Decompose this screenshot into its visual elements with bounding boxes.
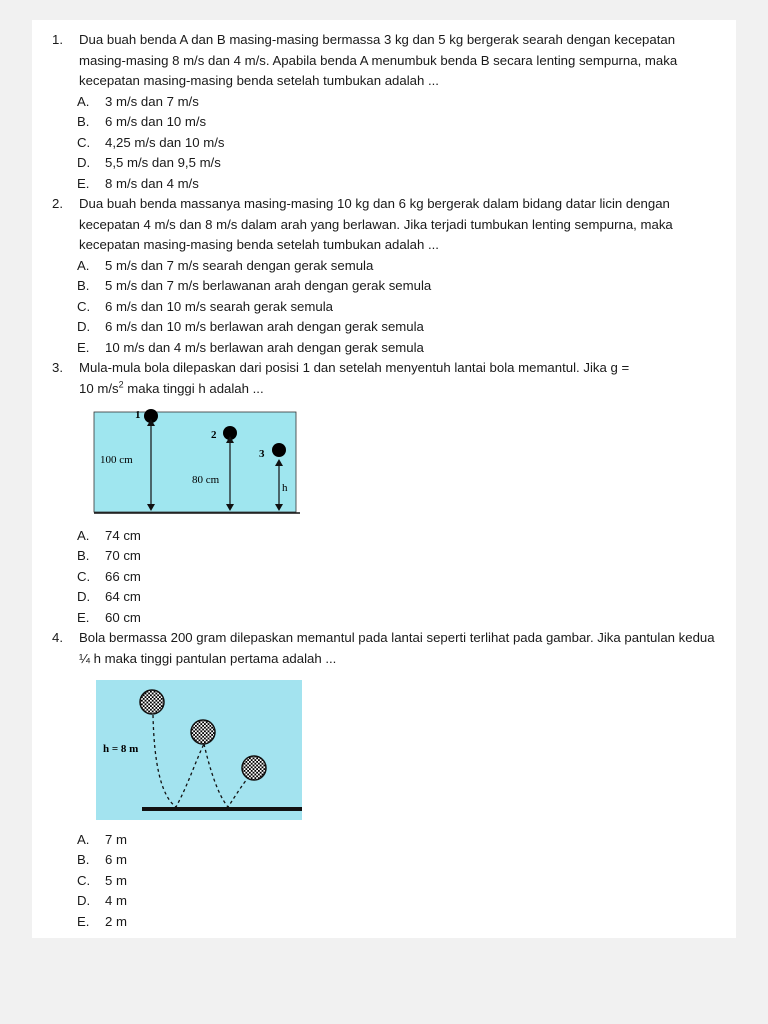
height-label: h	[282, 482, 288, 494]
height-label: 100 cm	[100, 454, 133, 466]
position-label: 1	[135, 409, 141, 421]
option-letter: C.	[77, 298, 91, 314]
question-text: Dua buah benda A dan B masing-masing bermassa 3 kg dan 5 kg bergerak searah dengan kecepatan masing-masing 8 m/s dan 4 m/s. Apabila benda A menumbuk benda B secara lenting sempurna, maka kecepatan masing-masing benda setelah tumbukan adalah ...	[79, 32, 678, 88]
option-text: 3 m/s dan 7 m/s	[105, 94, 199, 109]
option-text: 6 m/s dan 10 m/s searah gerak semula	[105, 298, 333, 314]
option-letter: B.	[77, 278, 90, 294]
option-letter: A.	[77, 832, 90, 847]
question-text-line	[79, 379, 722, 400]
option-text: 6 m/s dan 10 m/s berlawan arah dengan gerak semula	[105, 319, 424, 335]
option-text: 4,25 m/s dan 10 m/s	[105, 134, 225, 150]
option-letter: C.	[77, 568, 91, 584]
height-label: 80 cm	[192, 474, 220, 486]
option-text: 5 m/s dan 7 m/s berlawanan arah dengan gerak semula	[105, 278, 432, 294]
bouncing-ball-figure-3	[88, 402, 302, 518]
question-1	[52, 30, 722, 92]
option-letter: B.	[77, 852, 90, 868]
option-text: 6 m	[105, 852, 127, 868]
position-label: 3	[259, 448, 265, 460]
option-text: 5 m/s dan 7 m/s searah dengan gerak semula	[105, 258, 374, 273]
text-fragment: 10 m/s	[79, 380, 119, 396]
height-label: h = 8 m	[103, 743, 139, 755]
question-3	[52, 358, 722, 399]
option-letter: C.	[77, 872, 91, 888]
option-text: 10 m/s dan 4 m/s berlawan arah dengan gerak semula	[105, 339, 424, 355]
document-page	[32, 20, 736, 938]
bouncing-ball-figure-4	[96, 680, 304, 822]
option-letter: E.	[77, 175, 90, 191]
ball-icon	[272, 443, 286, 457]
question-number: 2.	[52, 196, 63, 211]
option-letter: D.	[77, 893, 91, 909]
question-text: Bola bermassa 200 gram dilepaskan memantul pada lantai seperti terlihat pada gambar. Jika pantulan kedua ¼ h maka tinggi pantulan pertama adalah ...	[79, 630, 715, 666]
position-label: 2	[211, 429, 217, 441]
option-letter: A.	[77, 94, 90, 109]
option-text: 64 cm	[105, 589, 141, 605]
text-fragment: maka tinggi h adalah ...	[123, 380, 264, 396]
question-number: 1.	[52, 32, 63, 47]
option-letter: A.	[77, 258, 90, 273]
option-letter: D.	[77, 155, 91, 171]
option-text: 66 cm	[105, 568, 141, 584]
option-text: 8 m/s dan 4 m/s	[105, 175, 199, 191]
superscript: 2	[118, 379, 124, 390]
option-letter: E.	[77, 913, 90, 929]
option-letter: B.	[77, 548, 90, 564]
ball-icon	[242, 756, 266, 780]
option-letter: D.	[77, 319, 91, 335]
question-text: Dua buah benda massanya masing-masing 10 kg dan 6 kg bergerak dalam bidang datar licin dengan kecepatan 4 m/s dan 8 m/s dalam arah yang berlawan. Jika terjadi tumbukan lenting sempurna, maka kecepatan masing-masing benda setelah tumbukan adalah ...	[79, 196, 673, 252]
option-letter: D.	[77, 589, 91, 605]
option-text: 2 m	[105, 913, 127, 929]
option-letter: A.	[77, 528, 90, 543]
question-number: 3.	[52, 360, 63, 375]
option-text: 60 cm	[105, 609, 141, 625]
option-letter: B.	[77, 114, 90, 130]
option-text: 6 m/s dan 10 m/s	[105, 114, 207, 130]
option-text: 4 m	[105, 893, 127, 909]
option-text: 70 cm	[105, 548, 141, 564]
option-text: 74 cm	[105, 528, 141, 543]
question-text-line: Mula-mula bola dilepaskan dari posisi 1 dan setelah menyentuh lantai bola memantul. Jika g =	[79, 360, 630, 375]
ball-icon	[191, 720, 215, 744]
option-text: 5,5 m/s dan 9,5 m/s	[105, 155, 221, 171]
option-letter: C.	[77, 134, 91, 150]
question-2	[52, 194, 722, 256]
question-4	[52, 628, 722, 669]
question-number: 4.	[52, 630, 63, 645]
option-text: 5 m	[105, 872, 127, 888]
option-letter: E.	[77, 339, 90, 355]
ball-icon	[140, 690, 164, 714]
option-letter: E.	[77, 609, 90, 625]
option-text: 7 m	[105, 832, 127, 847]
question-text	[79, 358, 722, 399]
